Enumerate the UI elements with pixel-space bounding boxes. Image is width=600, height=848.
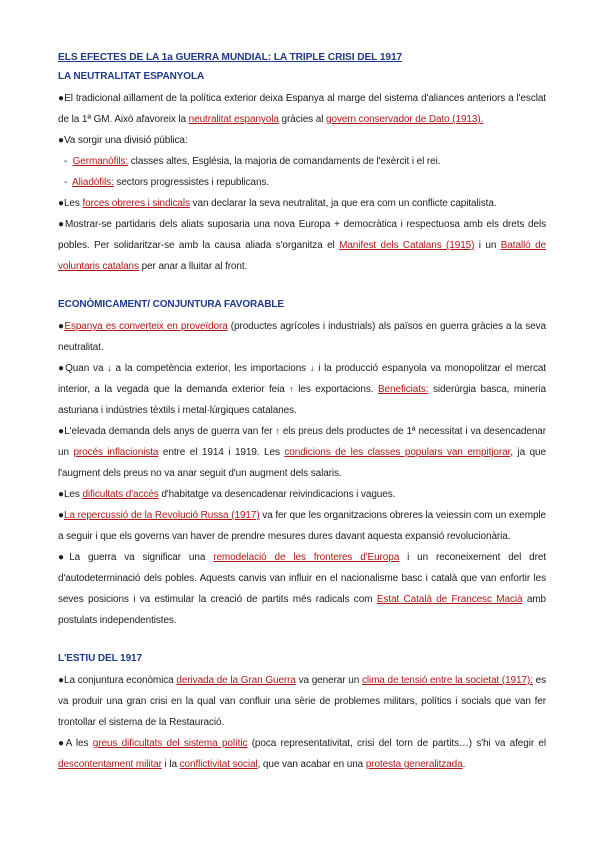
bullet-icon: ● <box>58 489 64 500</box>
highlight-link[interactable]: neutralitat espanyola <box>188 114 279 125</box>
highlight-link[interactable]: Beneficiats: <box>377 384 429 395</box>
dash-icon: - <box>64 177 68 188</box>
highlight-link[interactable]: greus dificultats del sistema polític <box>92 738 248 749</box>
arrow-down-icon: ↓ <box>107 363 112 373</box>
bullet-icon: ● <box>58 552 70 563</box>
bullet-icon: ● <box>58 675 65 686</box>
bullet-paragraph: ●A les greus dificultats del sistema polític (poca representativitat, crisi del torn de partits…) s'hi va afegir el descontentament militar i la conflictivitat social, que van acabar en una protesta generalitzada. <box>58 738 546 770</box>
highlight-link[interactable]: La repercussió de la Revolució Russa (1917) <box>64 510 260 521</box>
bullet-paragraph: ●Espanya es converteix en proveïdora (productes agrícoles i industrials) als països en guerra gràcies a la seva neutralitat. <box>58 321 546 353</box>
section-heading: ECONÒMICAMENT/ CONJUNTURA FAVORABLE <box>58 299 284 310</box>
highlight-link[interactable]: clima de tensió entre la societat (1917): <box>361 675 533 686</box>
highlight-link[interactable]: condicions de les classes populars van empitjorar <box>284 447 511 458</box>
highlight-link[interactable]: protesta generalitzada <box>365 759 463 770</box>
document-page <box>58 52 546 775</box>
highlight-link[interactable]: Estat Català de Francesc Macià <box>376 594 523 605</box>
highlight-link[interactable]: govern conservador de Dato (1913). <box>326 114 484 125</box>
highlight-link[interactable]: derivada de la Gran Guerra <box>176 675 296 686</box>
bullet-paragraph: ●La guerra va significar una remodelació de les fronteres d'Europa i un reconeixement del dret d'autodeterminació dels pobles. Aquests canvis van influir en el nacionalisme basc i català que van enfortir les seves posicions i va estimular la creació de partits més radicals com Estat Català de Francesc Macià amb postulats independentistes. <box>58 552 546 626</box>
bullet-icon: ● <box>58 321 65 332</box>
arrow-down-icon: ↓ <box>309 363 315 373</box>
bullet-paragraph: ●La repercussió de la Revolució Russa (1917) va fer que les organitzacions obreres la veiessin com un exemple a seguir i que els governs van haver de prendre mesures dures davant aquesta expansió revolucionària. <box>58 510 546 542</box>
bullet-icon: ● <box>58 738 66 749</box>
document-title: ELS EFECTES DE LA 1a GUERRA MUNDIAL: LA TRIPLE CRISI DEL 1917 <box>58 52 403 63</box>
bullet-paragraph: ●L'elevada demanda dels anys de guerra van fer ↑ els preus dels productes de 1ª necessitat i va desencadenar un procés inflacionista entre el 1914 i 1919. Les condicions de les classes populars van empitjorar, ja que l'augment dels preus no va anar seguit d'un augment dels salaris. <box>58 426 546 479</box>
highlight-link[interactable]: forces obreres i sindicals <box>82 198 190 209</box>
highlight-link[interactable]: Germanòfils: <box>72 156 129 167</box>
bullet-paragraph: ●Les forces obreres i sindicals van declarar la seva neutralitat, ja que era com un conflicte capitalista. <box>58 198 497 209</box>
bullet-paragraph: ●Les dificultats d'accés d'habitatge va desencadenar reivindicacions i vagues. <box>58 489 396 500</box>
bullet-icon: ● <box>58 93 65 104</box>
bullet-paragraph: ●El tradicional aïllament de la política exterior deixa Espanya al marge del sistema d'aliances anteriors a l'esclat de la 1ª GM. Això afavoreix la neutralitat espanyola gràcies al govern conservador de Dato (1913). <box>58 93 546 125</box>
bullet-paragraph: ●Va sorgir una divisió pública: <box>58 135 188 146</box>
section-heading: L'ESTIU DEL 1917 <box>58 653 142 664</box>
bullet-icon: ● <box>58 135 64 146</box>
bullet-paragraph: ●Quan va ↓ a la competència exterior, les importacions ↓ i la producció espanyola va monopolitzar el mercat interior, a la vegada que la demanda exterior feia ↑ les exportacions. Beneficiats: siderúrgia basca, mineria asturiana i indústries tèxtils i metal·lúrgiques catalanes. <box>58 363 546 416</box>
highlight-link[interactable]: descontentament militar <box>58 759 162 770</box>
bullet-icon: ● <box>58 198 64 209</box>
bullet-icon: ● <box>58 219 65 230</box>
bullet-paragraph: ●Mostrar-se partidaris dels aliats suposaria una nova Europa + democràtica i respectuosa amb els drets dels pobles. Per solidaritzar-se amb la causa aliada s'organitza el Manifest dels Catalans (1915) i un Batalló de voluntaris catalans per anar a lluitar al front. <box>58 219 546 272</box>
bullet-icon: ● <box>58 510 64 521</box>
bullet-icon: ● <box>58 363 66 374</box>
section-economia <box>58 299 546 631</box>
highlight-link[interactable]: conflictivitat social <box>179 759 258 770</box>
highlight-link[interactable]: Espanya es converteix en proveïdora <box>64 321 228 332</box>
highlight-link[interactable]: dificultats d'accés <box>82 489 159 500</box>
highlight-link[interactable]: Batalló de voluntaris catalans <box>58 240 546 272</box>
highlight-link[interactable]: Aliadòfils: <box>72 177 114 188</box>
arrow-up-icon: ↑ <box>275 426 280 436</box>
dash-icon: - <box>64 156 68 167</box>
highlight-link[interactable]: procés inflacionista <box>73 447 159 458</box>
section-heading: LA NEUTRALITAT ESPANYOLA <box>58 71 205 82</box>
highlight-link[interactable]: remodelació de les fronteres d'Europa <box>213 552 400 563</box>
section-estiu-1917 <box>58 653 546 775</box>
section-neutralitat <box>58 71 546 277</box>
dash-item: - Germanòfils: classes altes, Església, la majoria de comandaments de l'exèrcit i el rei. <box>64 156 441 167</box>
arrow-up-icon: ↑ <box>289 384 294 394</box>
bullet-paragraph: ●La conjuntura econòmica derivada de la Gran Guerra va generar un clima de tensió entre la societat (1917): es va produir una gran crisi en la qual van confluir una sèrie de problemes militars, polítics i socials que van fer trontollar el sistema de la Restauració. <box>58 675 546 728</box>
dash-item: - Aliadòfils: sectors progressistes i republicans. <box>64 177 270 188</box>
highlight-link[interactable]: Manifest dels Catalans (1915) <box>339 240 475 251</box>
bullet-icon: ● <box>58 426 65 437</box>
